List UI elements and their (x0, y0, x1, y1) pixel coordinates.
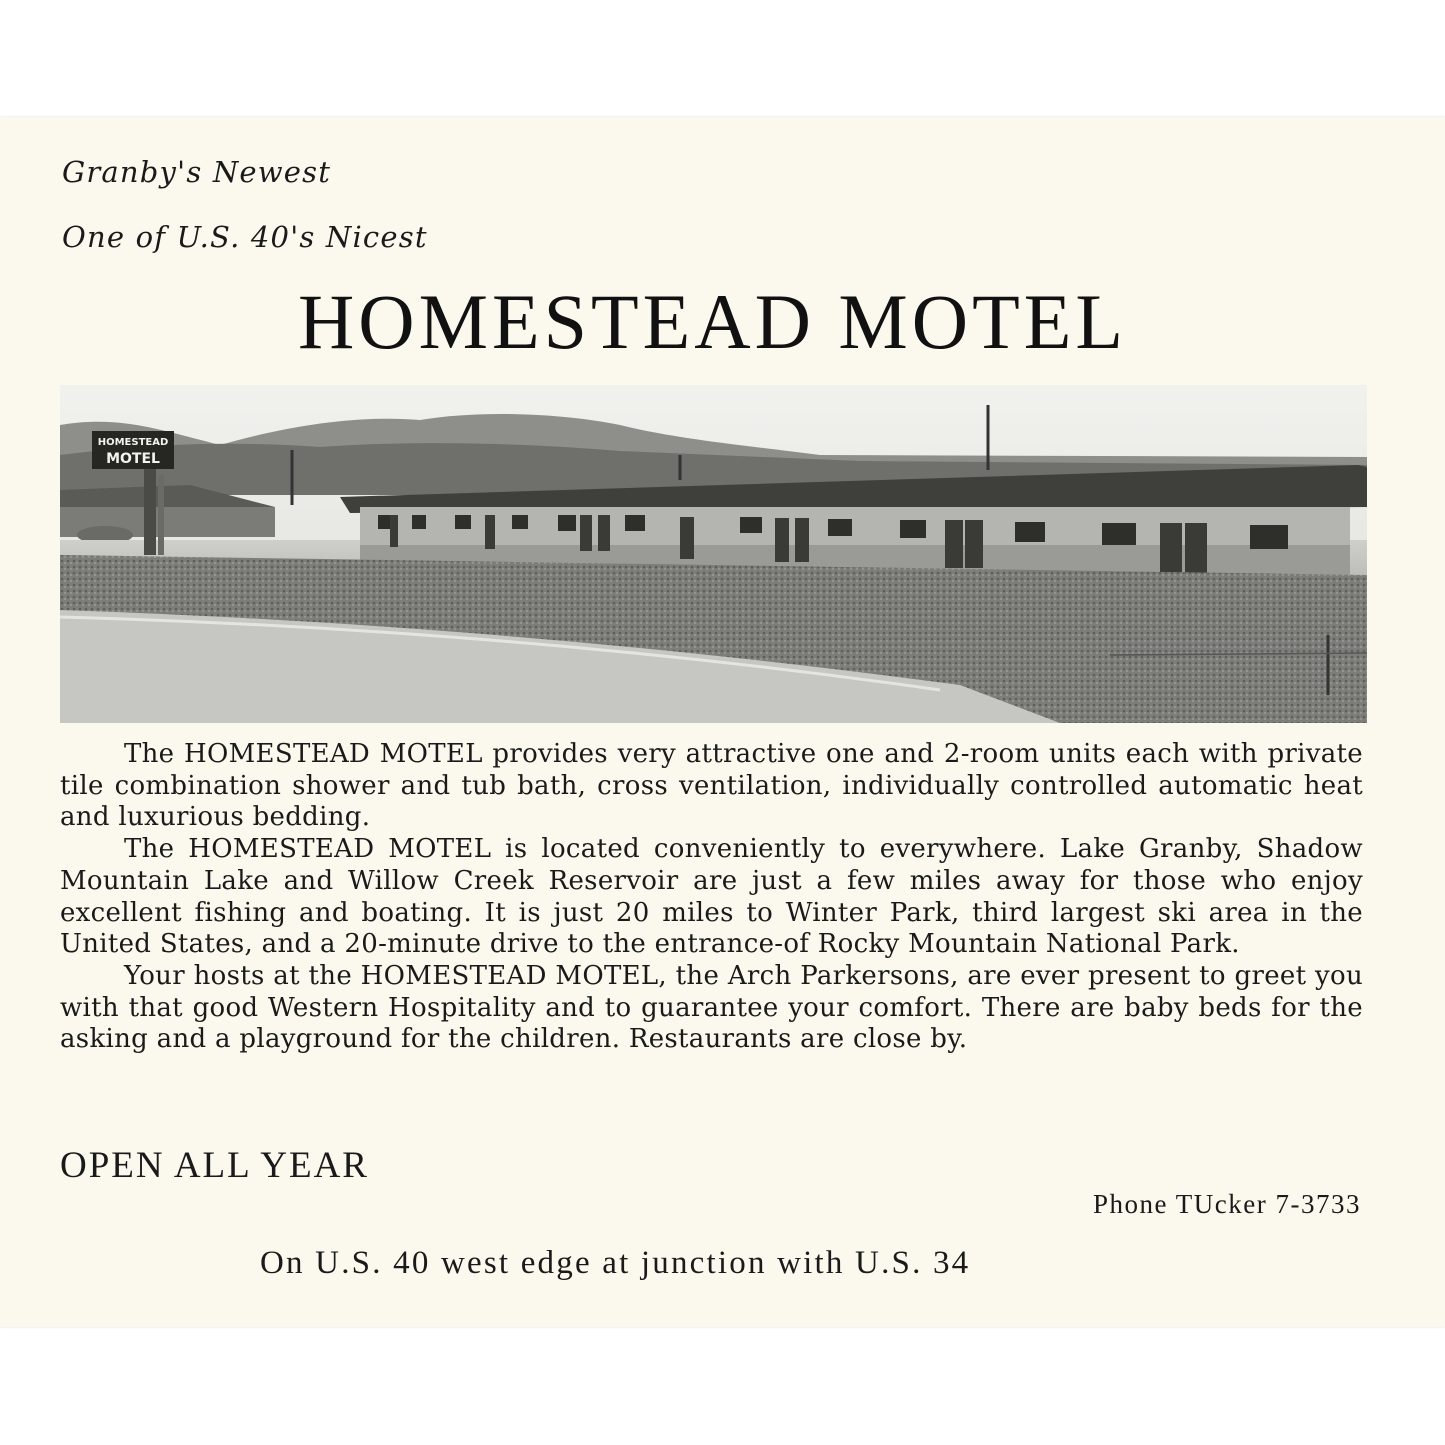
description (60, 739, 1363, 1056)
phone-number: Phone TUcker 7-3733 (1093, 1189, 1361, 1219)
location-note: On U.S. 40 west edge at junction with U.S. 34 (260, 1245, 971, 1281)
motel-title: HOMESTEAD MOTEL (297, 278, 1128, 365)
sign-post (144, 455, 156, 555)
motel-photo (60, 385, 1367, 723)
advertisement-card (0, 117, 1445, 1327)
paragraph-location: The HOMESTEAD MOTEL is located conveniently to everywhere. Lake Granby, Shadow Mountain Lake and Willow Creek Reservoir are just a few miles away for those who enjoy excellent fishing and boating. It is just 20 miles to Winter Park, third largest ski area in the United States, and a 20-minute drive to the entrance-of Rocky Mountain National Park. (60, 834, 1363, 960)
paragraph-units: The HOMESTEAD MOTEL provides very attractive one and 2-room units each with private tile combination shower and tub bath, cross ventilation, individually controlled automatic heat and luxurious bedding. (60, 739, 1363, 833)
open-all-year: OPEN ALL YEAR (60, 1145, 369, 1186)
paragraph-hosts: Your hosts at the HOMESTEAD MOTEL, the Arch Parkersons, are ever present to greet you with that good Western Hospitality and to guarantee your comfort. There are baby beds for the asking and a playground for the children. Restaurants are close by. (60, 960, 1363, 1055)
tagline-nicest: One of U.S. 40's Nicest (62, 220, 428, 254)
sign-text-motel: MOTEL (106, 451, 160, 467)
tagline-newest: Granby's Newest (62, 155, 332, 189)
sign-text-homestead: HOMESTEAD (97, 437, 169, 448)
